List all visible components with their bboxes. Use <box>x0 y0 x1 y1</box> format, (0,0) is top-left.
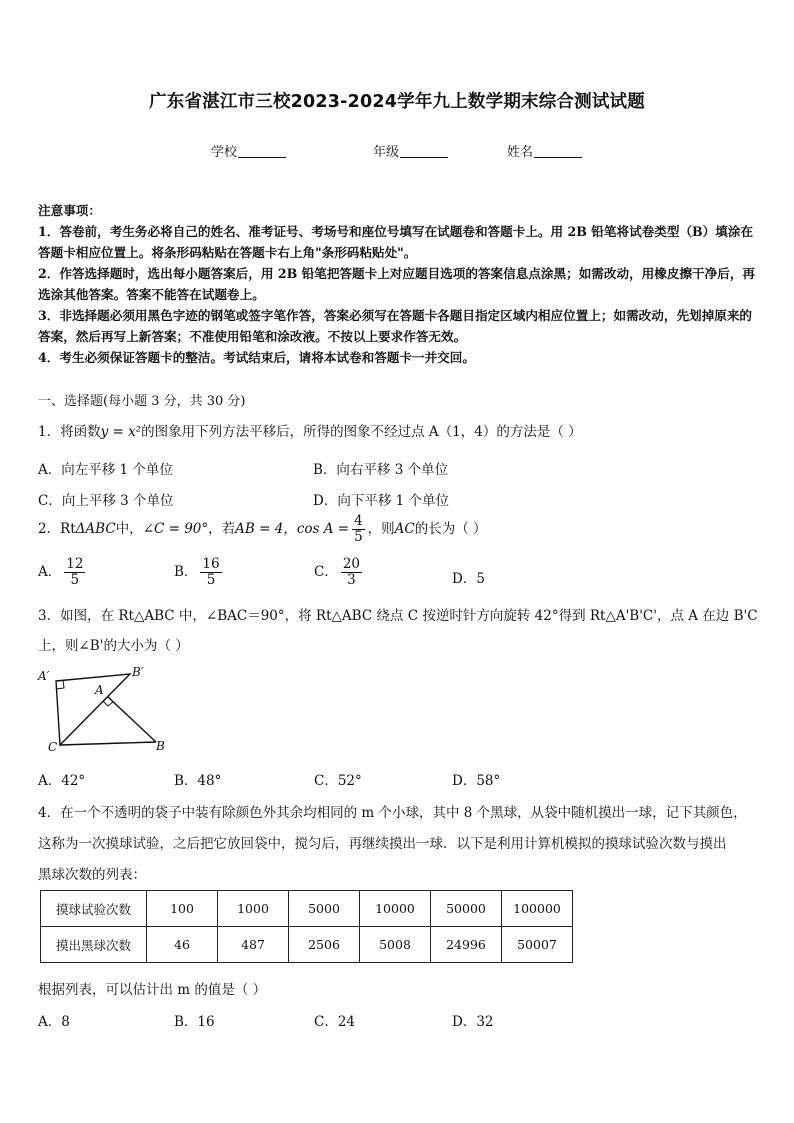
q2-option-d-value: 5 <box>476 571 485 587</box>
label-b-prime: B′ <box>132 665 144 679</box>
grade-field[interactable] <box>373 141 448 160</box>
table-cell: 50007 <box>502 927 573 963</box>
q3-line-2: 上，则∠B'的大小为（ ） <box>38 638 189 654</box>
label-a: A <box>95 683 104 697</box>
notice-item-2: 2．作答选择题时，选出每小题答案后，用 2B 铅笔把答题卡上对应题目选项的答案信息点涂黑；如需改动，用橡皮擦干净后，再选涂其他答案。答案不能答在试题卷上。 <box>38 266 756 303</box>
q2-option-c-fraction <box>341 557 362 588</box>
q4-line-3: 黑球次数的列表： <box>38 867 146 883</box>
q4-after-table: 根据列表，可以估计出 m 的值是（ ） <box>38 982 267 998</box>
school-label: 学校 <box>211 145 238 160</box>
q2-c-den: 3 <box>347 572 356 588</box>
q1-option-b[interactable]: B．向右平移 3 个单位 <box>313 462 449 478</box>
label-b: B <box>156 739 165 753</box>
table-row-header: 摸出黑球次数 <box>41 927 147 963</box>
school-field[interactable] <box>211 141 286 160</box>
q4-option-d[interactable]: D．32 <box>452 1014 494 1030</box>
right-angle-mark-a <box>103 701 113 706</box>
q2-triangle: ΔABC <box>75 521 116 537</box>
q4-option-b[interactable]: B．16 <box>174 1014 215 1030</box>
q1-option-a[interactable]: A．向左平移 1 个单位 <box>38 462 173 478</box>
name-label: 姓名 <box>507 145 534 160</box>
q2-option-b-label: B． <box>174 564 198 580</box>
label-c: C <box>48 740 58 754</box>
q3-triangle-figure <box>34 662 184 757</box>
grade-blank[interactable] <box>400 144 448 158</box>
q4-option-a[interactable]: A．8 <box>38 1014 70 1030</box>
section-title: 一、选择题(每小题 3 分，共 30 分) <box>38 394 246 409</box>
table-cell: 46 <box>147 927 218 963</box>
q2-angle: ∠C = 90° <box>142 521 209 537</box>
grade-label: 年级 <box>373 145 400 160</box>
q2-option-a-fraction <box>64 557 85 588</box>
table-cell: 5008 <box>360 927 431 963</box>
q3-option-d[interactable]: D．58° <box>452 773 501 789</box>
q3-option-b[interactable]: B．48° <box>174 773 222 789</box>
table-cell: 10000 <box>360 891 431 927</box>
notice-item-3: 3．非选择题必须用黑色字迹的钢笔或签字笔作答，答案必须写在答题卡各题目指定区域内相应位置上；如需改动，先划掉原来的答案，然后再写上新答案；不准使用铅笔和涂改液。不按以上要求作答无效。 <box>38 308 753 345</box>
q2-cos-numerator: 4 <box>354 513 363 529</box>
q1-function: y = x² <box>100 424 142 440</box>
table-row-header: 摸球试验次数 <box>41 891 147 927</box>
table-cell: 100000 <box>502 891 573 927</box>
q2-a-num: 12 <box>66 556 84 572</box>
label-a-prime: A′ <box>38 669 50 683</box>
notice-heading: 注意事项： <box>38 203 101 218</box>
q2-cos-fraction <box>352 514 365 545</box>
question-1 <box>38 420 582 440</box>
table-cell: 100 <box>147 891 218 927</box>
q2-a-den: 5 <box>70 572 80 588</box>
q2-option-d[interactable] <box>452 567 485 587</box>
q1-pre: 1．将函数 <box>38 424 101 440</box>
q4-data-table <box>40 890 573 963</box>
name-field[interactable] <box>507 141 582 160</box>
q4-line-1: 4．在一个不透明的袋子中装有除颜色外其余均相同的 m 个小球，其中 8 个黑球，从袋中随机摸出一球，记下其颜色， <box>38 805 747 821</box>
q2-ac: AC <box>394 521 415 537</box>
segment-cb <box>60 742 156 745</box>
q1-option-c[interactable]: C．向上平移 3 个单位 <box>38 493 174 509</box>
q2-b-num: 16 <box>202 556 220 572</box>
q2-option-d-label: D． <box>452 571 477 587</box>
table-cell: 487 <box>218 927 289 963</box>
q2-cos: cos A = <box>296 521 350 537</box>
q2-b-den: 5 <box>206 572 216 588</box>
table-cell: 50000 <box>431 891 502 927</box>
school-blank[interactable] <box>238 144 286 158</box>
exam-title: 广东省湛江市三校2023-2024学年九上数学期末综合测试试题 <box>149 92 645 112</box>
q2-option-b[interactable] <box>174 557 225 588</box>
notice-item-1: 1．答卷前，考生务必将自己的姓名、准考证号、考场号和座位号填写在试题卷和答题卡上。用 2B 铅笔将试卷类型（B）填涂在答题卡相应位置上。将条形码粘贴在答题卡右上角"条形码粘贴处"。 <box>38 224 754 261</box>
q2-text-2: 中， <box>115 521 143 537</box>
q2-cos-denominator: 5 <box>354 529 363 545</box>
q2-option-c[interactable] <box>314 557 365 588</box>
name-blank[interactable] <box>534 144 582 158</box>
q4-line-2: 这称为一次摸球试验，之后把它放回袋中，搅匀后，再继续摸出一球．以下是利用计算机模拟的摸球试验次数与摸出 <box>38 836 727 852</box>
table-cell: 1000 <box>218 891 289 927</box>
table-cell: 24996 <box>431 927 502 963</box>
q2-text-1: 2．Rt <box>38 521 76 537</box>
table-cell: 5000 <box>289 891 360 927</box>
q2-c-num: 20 <box>342 556 361 572</box>
q2-option-a[interactable] <box>38 557 88 588</box>
q2-text-5: ，则 <box>367 521 395 537</box>
q2-option-c-label: C． <box>314 564 338 580</box>
q2-text-4: ， <box>283 521 297 537</box>
question-2 <box>38 514 487 545</box>
q2-option-a-label: A． <box>38 564 62 580</box>
q1-option-d[interactable]: D．向下平移 1 个单位 <box>313 493 449 509</box>
table-row <box>41 891 573 927</box>
q2-text-3: ，若 <box>208 521 236 537</box>
q4-option-c[interactable]: C．24 <box>314 1014 356 1030</box>
q2-ab: AB = 4 <box>235 521 284 537</box>
q2-option-b-fraction <box>200 557 221 588</box>
q3-option-c[interactable]: C．52° <box>314 773 362 789</box>
table-cell: 2506 <box>289 927 360 963</box>
q3-option-a[interactable]: A．42° <box>38 773 86 789</box>
segment-ab <box>108 697 156 742</box>
notice-item-4: 4．考生必须保证答题卡的整洁。考试结束后，请将本试卷和答题卡一并交回。 <box>38 350 475 365</box>
q2-text-6: 的长为（ ） <box>414 521 487 537</box>
q3-line-1: 3．如图，在 Rt△ABC 中，∠BAC＝90°，将 Rt△ABC 绕点 C 按逆时针方向旋转 42°得到 Rt△A'B'C'，点 A 在边 B'C <box>38 608 758 624</box>
table-row <box>41 927 573 963</box>
q1-post: 的图象用下列方法平移后，所得的图象不经过点 A（1，4）的方法是（ ） <box>141 424 582 440</box>
triangle-a-prime-b-prime-c <box>56 674 130 745</box>
